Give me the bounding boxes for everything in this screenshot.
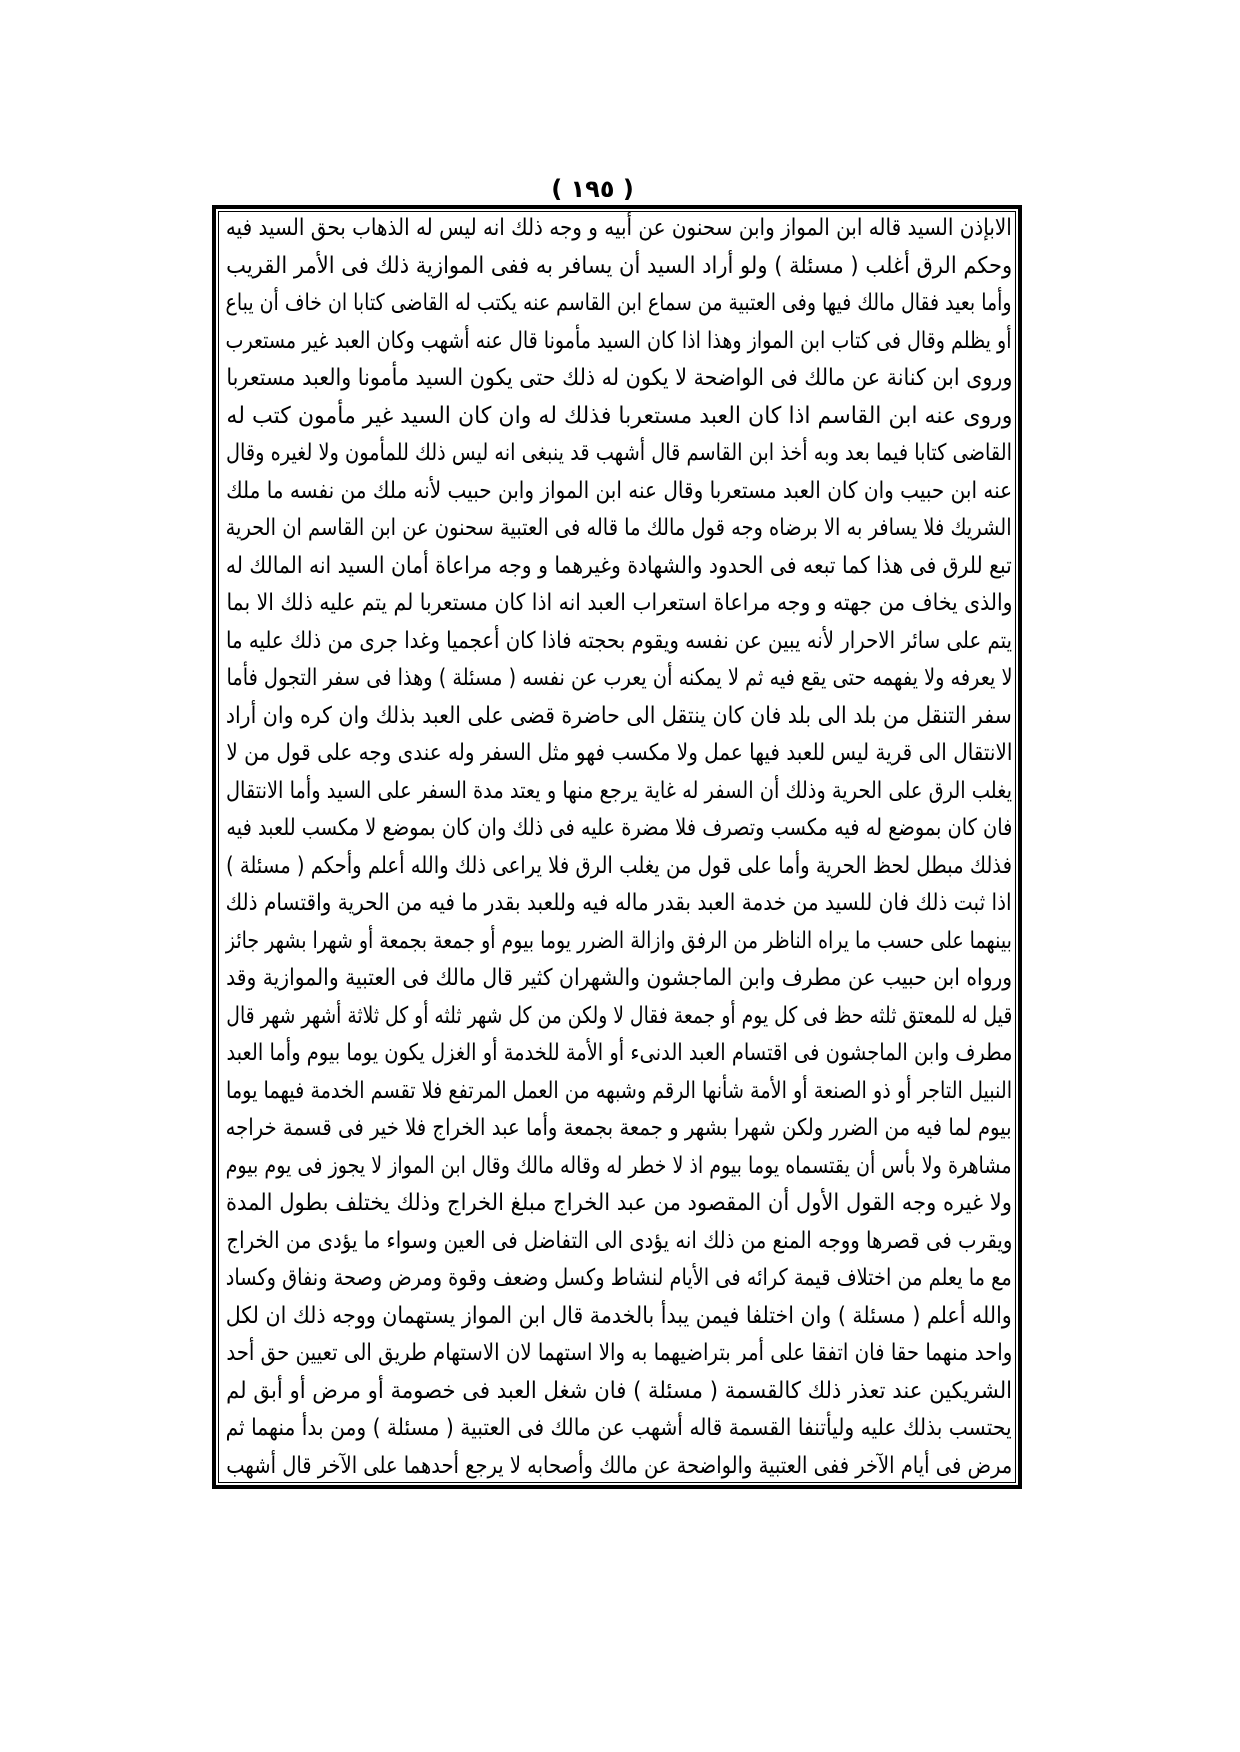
text-line-content: فان كان بموضع له فيه مكسب وتصرف فلا مضرة عليه فى ذلك وان كان بموضع لا مكسب للعبد فيه	[226, 815, 1012, 841]
text-line	[226, 585, 1012, 623]
text-line-content: يغلب الرق على الحرية وذلك أن السفر له غاية يرجع منها و يعتد مدة السفر على السيد وأما الانتقال	[226, 777, 1012, 804]
text-line-content: مطرف وابن الماجشون فى اقتسام العبد الدنىء أو الأمة للخدمة أو الغزل يكون يوما بيوم وأما العبد	[226, 1040, 1012, 1066]
page-number: ( ١٩٥ )	[551, 175, 634, 203]
text-line	[226, 548, 1012, 586]
text-line	[226, 998, 1012, 1036]
text-line-content: واحد منهما حقا فان اتفقا على أمر بتراضيهما به والا استهما لان الاستهام طريق الى تعيين حق أحد	[226, 1340, 1012, 1366]
text-line	[226, 248, 1012, 286]
text-line-content: سفر التنقل من بلد الى بلد فان كان ينتقل الى حاضرة قضى على العبد بذلك وان كره وان أراد	[226, 702, 1012, 729]
text-line	[226, 510, 1012, 548]
text-line	[226, 1148, 1012, 1186]
text-line	[226, 1035, 1012, 1073]
text-line-content: قيل له للمعتق ثلثه حظ فى كل يوم أو جمعة فقال لا ولكن من كل شهر ثلثه أو كل ثلاثة أشهر شهر قال	[226, 1002, 1012, 1029]
text-line-content: مع ما يعلم من اختلاف قيمة كرائه فى الأيام لنشاط وكسل وضعف وقوة ومرض وصحة ونفاق وكساد	[226, 1265, 1012, 1291]
text-line	[226, 285, 1012, 323]
text-line-content: يحتسب بذلك عليه وليأتنفا القسمة قاله أشهب عن مالك فى العتبية ( مسئلة ) ومن بدأ منهما ثم	[226, 1415, 1012, 1441]
text-line	[226, 848, 1012, 886]
text-line-content: الشريكين عند تعذر ذلك كالقسمة ( مسئلة ) فان شغل العبد فى خصومة أو مرض أو أبق لم	[226, 1377, 1012, 1404]
text-frame	[212, 205, 1022, 1489]
text-line	[226, 1185, 1012, 1223]
text-line	[226, 1373, 1012, 1411]
text-line-content: مرض فى أيام الآخر ففى العتبية والواضحة عن مالك وأصحابه لا يرجع أحدهما على الآخر قال أشهب	[226, 1452, 1012, 1479]
text-line-content: القاضى كتابا فيما بعد وبه أخذ ابن القاسم قال أشهب قد ينبغى انه ليس ذلك للمأمون ولا لغيره وقال	[226, 440, 1012, 466]
text-line	[226, 885, 1012, 923]
text-line-content: ويقرب فى قصرها ووجه المنع من ذلك انه يؤدى الى التفاضل فى العين وسواء ما يؤدى من الخراج	[226, 1227, 1012, 1254]
text-line	[226, 323, 1012, 361]
text-line	[226, 623, 1012, 661]
text-line-content: فذلك مبطل لحظ الحرية وأما على قول من يغلب الرق فلا يراعى ذلك والله أعلم وأحكم ( مسئلة )	[226, 852, 1012, 879]
text-line-content: بينهما على حسب ما يراه الناظر من الرفق وازالة الضرر يوما بيوم أو جمعة بجمعة أو شهرا بشهر جائز	[226, 927, 1012, 954]
text-line-content: بيوم لما فيه من الضرر ولكن شهرا بشهر و جمعة بجمعة وأما عبد الخراج فلا خير فى قسمة خراجه	[226, 1115, 1012, 1141]
text-line	[226, 660, 1012, 698]
text-line	[226, 1335, 1012, 1373]
text-line-content: أو يظلم وقال فى كتاب ابن المواز وهذا اذا كان السيد مأمونا قال عنه أشهب وكان العبد غير مستعرب	[226, 327, 1012, 354]
text-line	[226, 435, 1012, 473]
text-line	[226, 1448, 1012, 1486]
text-line	[226, 1110, 1012, 1148]
body-text	[226, 210, 1012, 1485]
text-line-content: الابإذن السيد قاله ابن المواز وابن سحنون عن أبيه و وجه ذلك انه ليس له الذهاب بحق السيد فيه	[226, 215, 1012, 241]
text-line-content: اذا ثبت ذلك فان للسيد من خدمة العبد بقدر ماله فيه وللعبد بقدر ما فيه من الحرية واقتسام ذلك	[226, 890, 1012, 916]
text-line-content: وأما بعيد فقال مالك فيها وفى العتبية من سماع ابن القاسم عنه يكتب له القاضى كتابا ان خاف أن يباع	[226, 290, 1012, 316]
text-line-content: والله أعلم ( مسئلة ) وان اختلفا فيمن يبدأ بالخدمة قال ابن المواز يستهمان ووجه ذلك ان لكل	[226, 1302, 1012, 1329]
text-line	[226, 698, 1012, 736]
text-line-content: الشريك فلا يسافر به الا برضاه وجه قول مالك ما قاله فى العتبية سحنون عن ابن القاسم ان الحرية	[226, 515, 1012, 541]
text-line	[226, 1260, 1012, 1298]
text-line-content: لا يعرفه ولا يفهمه حتى يقع فيه ثم لا يمكنه أن يعرب عن نفسه ( مسئلة ) وهذا فى سفر التجول فأما	[226, 665, 1012, 691]
text-line-content: الانتقال الى قرية ليس للعبد فيها عمل ولا مكسب فهو مثل السفر وله عندى وجه على قول من لا	[226, 740, 1012, 766]
text-line	[226, 398, 1012, 436]
text-line	[226, 1298, 1012, 1336]
text-line	[226, 773, 1012, 811]
text-line	[226, 1410, 1012, 1448]
text-line	[226, 735, 1012, 773]
text-line	[226, 923, 1012, 961]
text-line-content: وروى ابن كنانة عن مالك فى الواضحة لا يكون له ذلك حتى يكون السيد مأمونا والعبد مستعربا	[226, 365, 1012, 391]
text-line-content: وحكم الرق أغلب ( مسئلة ) ولو أراد السيد أن يسافر به ففى الموازية ذلك فى الأمر القريب	[226, 252, 1012, 279]
text-line-content: النبيل التاجر أو ذو الصنعة أو الأمة شأنها الرقم وشبهه من العمل المرتفع فلا تقسم الخدمة فيهما يوما	[226, 1077, 1012, 1104]
text-line	[226, 360, 1012, 398]
text-line	[226, 810, 1012, 848]
text-line-content: مشاهرة ولا بأس أن يقتسماه يوما بيوم اذ لا خطر له وقاله مالك وقال ابن المواز لا يجوز فى يوم بيوم	[226, 1152, 1012, 1179]
text-line	[226, 210, 1012, 248]
text-line-content: والذى يخاف من جهته و وجه مراعاة استعراب العبد انه اذا كان مستعربا لم يتم عليه ذلك الا بما	[226, 590, 1012, 616]
text-line-content: وروى عنه ابن القاسم اذا كان العبد مستعربا فذلك له وان كان السيد غير مأمون كتب له	[226, 402, 1012, 429]
text-line	[226, 960, 1012, 998]
text-line	[226, 1223, 1012, 1261]
text-line-content: ولا غيره وجه القول الأول أن المقصود من عبد الخراج مبلغ الخراج وذلك يختلف بطول المدة	[226, 1190, 1012, 1216]
text-line-content: تبع للرق فى هذا كما تبعه فى الحدود والشهادة وغيرهما و وجه مراعاة أمان السيد انه المالك له	[226, 552, 1012, 579]
text-line-content: ورواه ابن حبيب عن مطرف وابن الماجشون والشهران كثير قال مالك فى العتبية والموازية وقد	[226, 965, 1012, 991]
text-line-content: عنه ابن حبيب وان كان العبد مستعربا وقال عنه ابن المواز وابن حبيب لأنه ملك من نفسه ما ملك	[226, 477, 1012, 504]
text-line	[226, 1073, 1012, 1111]
text-line-content: يتم على سائر الاحرار لأنه يبين عن نفسه ويقوم بحجته فاذا كان أعجميا وغدا جرى من ذلك عليه ما	[226, 627, 1012, 654]
text-line	[226, 473, 1012, 511]
